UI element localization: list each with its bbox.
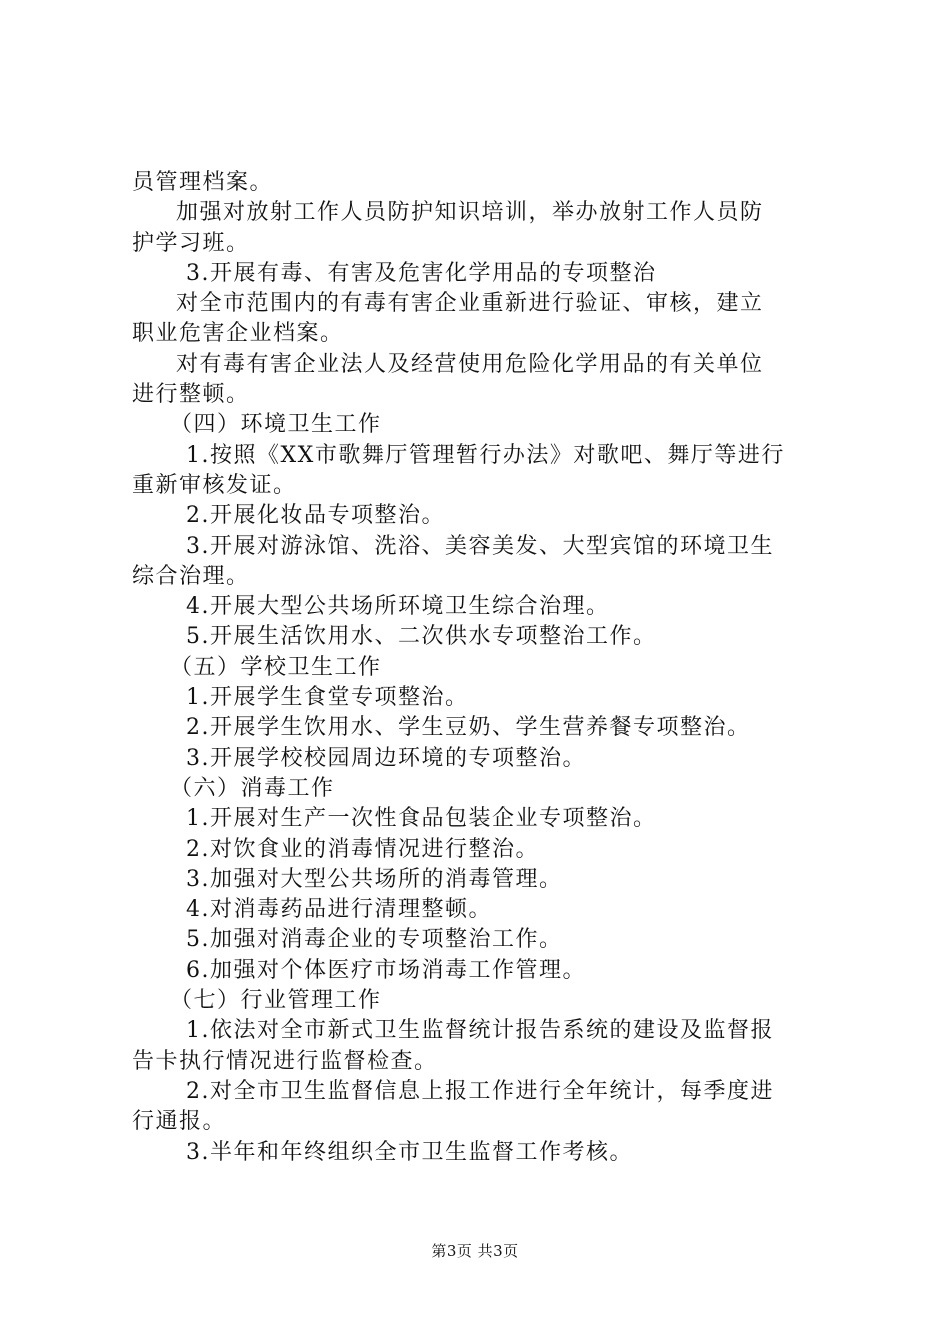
text-line: 加强对放射工作人员防护知识培训，举办放射工作人员防: [176, 200, 764, 226]
text-line: 4.对消毒药品进行清理整顿。: [186, 897, 492, 923]
text-line: 综合治理。: [132, 563, 250, 589]
text-line: 3.半年和年终组织全市卫生监督工作考核。: [186, 1139, 633, 1165]
text-line: 告卡执行情况进行监督检查。: [132, 1048, 438, 1074]
text-line: 2.开展学生饮用水、学生豆奶、学生营养餐专项整治。: [186, 715, 751, 741]
text-line: 2.对饮食业的消毒情况进行整治。: [186, 836, 539, 862]
text-line: （七）行业管理工作: [170, 988, 382, 1014]
text-line: 5.加强对消毒企业的专项整治工作。: [186, 927, 563, 953]
text-line: 重新审核发证。: [132, 472, 297, 498]
text-line: 护学习班。: [132, 230, 250, 256]
text-line: 行通报。: [132, 1109, 227, 1135]
text-line: 进行整顿。: [132, 382, 250, 408]
text-line: 2.开展化妆品专项整治。: [186, 503, 445, 529]
text-line: 3.开展有毒、有害及危害化学用品的专项整治: [186, 260, 657, 286]
text-line: 4.开展大型公共场所环境卫生综合治理。: [186, 594, 610, 620]
text-line: 职业危害企业档案。: [132, 321, 344, 347]
text-line: （五）学校卫生工作: [170, 654, 382, 680]
text-line: 3.开展学校校园周边环境的专项整治。: [186, 745, 586, 771]
text-line: 2.对全市卫生监督信息上报工作进行全年统计，每季度进: [186, 1078, 774, 1104]
page-footer: 第3页 共3页: [431, 1242, 519, 1260]
text-line: 1.按照《XX市歌舞厅管理暂行办法》对歌吧、舞厅等进行: [186, 442, 785, 468]
text-line: （四）环境卫生工作: [170, 412, 382, 438]
text-line: 6.加强对个体医疗市场消毒工作管理。: [186, 957, 586, 983]
text-line: 员管理档案。: [132, 170, 274, 195]
text-line: （六）消毒工作: [170, 775, 335, 801]
text-line: 对全市范围内的有毒有害企业重新进行验证、审核，建立: [176, 291, 764, 317]
text-line: 1.开展学生食堂专项整治。: [186, 685, 469, 711]
text-line: 1.依法对全市新式卫生监督统计报告系统的建设及监督报: [186, 1018, 774, 1044]
text-line: 对有毒有害企业法人及经营使用危险化学用品的有关单位: [176, 351, 764, 377]
text-line: 3.开展对游泳馆、洗浴、美容美发、大型宾馆的环境卫生: [186, 533, 774, 559]
text-line: 3.加强对大型公共场所的消毒管理。: [186, 866, 563, 892]
text-line: 1.开展对生产一次性食品包装企业专项整治。: [186, 806, 657, 832]
document-body: [132, 168, 832, 1168]
text-line: 5.开展生活饮用水、二次供水专项整治工作。: [186, 624, 657, 650]
